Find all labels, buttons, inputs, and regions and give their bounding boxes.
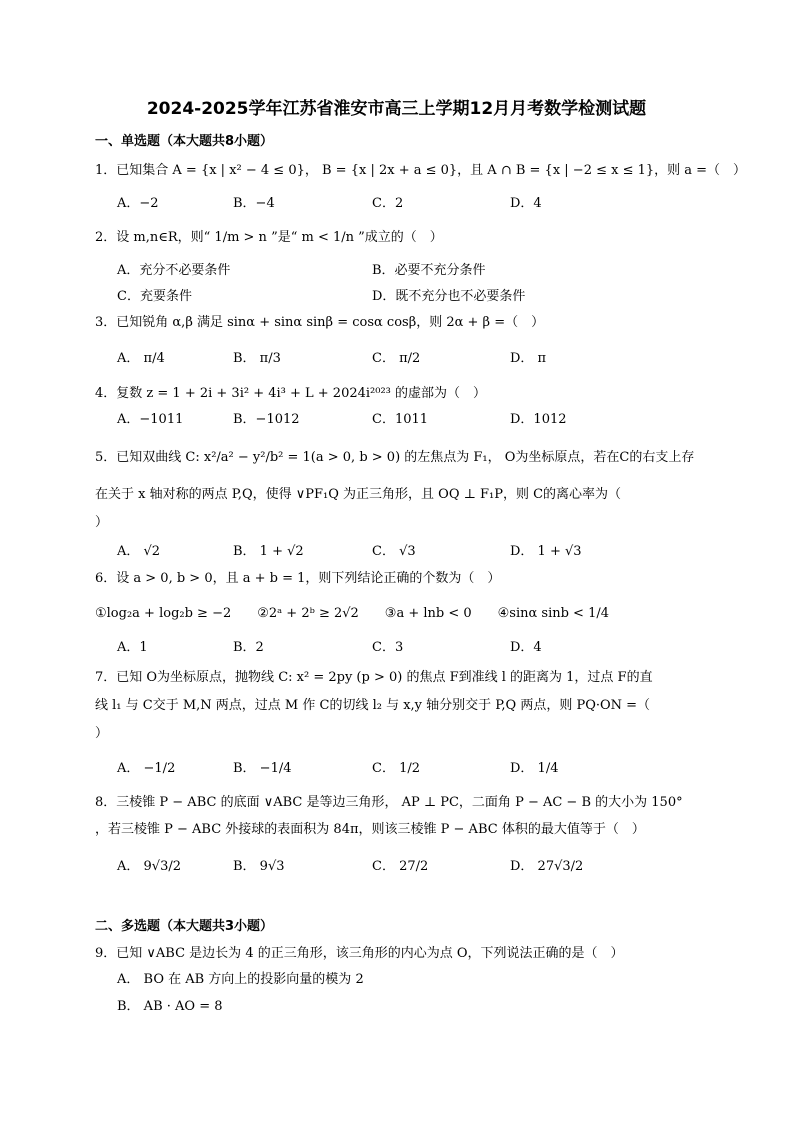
question-8-line-1: 8．三棱锥 P − ABC 的底面 ∨ABC 是等边三角形， AP ⊥ PC，二面角 P − AC − B 的大小为 150° (95, 795, 683, 810)
question-2-option-d: D．既不充分也不必要条件 (372, 289, 526, 304)
question-4-option-a: A．−1011 (117, 412, 184, 427)
question-4-option-b: B．−1012 (233, 412, 300, 427)
question-6-option-c: C．3 (372, 640, 404, 655)
question-2-stem: 2．设 m,n∈R，则“ 1/m > n ”是“ m < 1/n ”成立的（ ） (95, 230, 443, 245)
question-8-option-a: A． 9√3/2 (117, 859, 181, 874)
question-7-line-1: 7．已知 O为坐标原点，抛物线 C: x² = 2py (p > 0) 的焦点 F到准线 l 的距离为 1，过点 F的直 (95, 670, 653, 685)
question-7-line-2: 线 l₁ 与 C交于 M,N 两点，过点 M 作 C的切线 l₂ 与 x,y 轴分别交于 P,Q 两点，则 PQ·ON =（ (95, 698, 651, 713)
question-9-option-a: A． BO 在 AB 方向上的投影向量的模为 2 (117, 972, 364, 987)
question-8-option-d: D． 27√3/2 (510, 859, 584, 874)
question-8-option-b: B． 9√3 (233, 859, 285, 874)
question-7-option-b: B． −1/4 (233, 761, 292, 776)
question-3-option-c: C． π/2 (372, 351, 421, 366)
question-9-option-b: B． AB · AO = 8 (117, 999, 223, 1014)
question-7-line-3: ） (95, 726, 109, 741)
question-1-stem: 1．已知集合 A = {x | x² − 4 ≤ 0}， B = {x | 2x + a ≤ 0}，且 A ∩ B = {x | −2 ≤ x ≤ 1}，则 a =（ ） (95, 163, 747, 178)
question-7-option-d: D． 1/4 (510, 761, 559, 776)
question-5-option-d: D． 1 + √3 (510, 544, 582, 559)
section-heading-multiple-choice: 二、多选题（本大题共3小题） (95, 919, 274, 934)
section-heading-single-choice: 一、单选题（本大题共8小题） (95, 134, 274, 149)
page-title: 2024-2025学年江苏省淮安市高三上学期12月月考数学检测试题 (146, 99, 647, 119)
question-3-stem: 3．已知锐角 α,β 满足 sinα + sinα sinβ = cosα cosβ，则 2α + β =（ ） (95, 315, 545, 330)
question-4-option-d: D．1012 (510, 412, 567, 427)
question-3-option-b: B． π/3 (233, 351, 281, 366)
question-6-option-a: A．1 (117, 640, 148, 655)
question-5-option-c: C． √3 (372, 544, 416, 559)
question-9-stem: 9．已知 ∨ABC 是边长为 4 的正三角形，该三角形的内心为点 O，下列说法正确的是（ ） (95, 946, 624, 961)
question-4-option-c: C．1011 (372, 412, 429, 427)
question-6-statements: ①log₂a + log₂b ≥ −2 ②2ᵃ + 2ᵇ ≥ 2√2 ③a + lnb < 0 ④sinα sinb < 1/4 (95, 606, 610, 621)
question-6-option-d: D．4 (510, 640, 542, 655)
question-3-option-a: A． π/4 (117, 351, 165, 366)
question-6-stem: 6．设 a > 0, b > 0，且 a + b = 1，则下列结论正确的个数为（ ） (95, 571, 501, 586)
question-1-option-c: C．2 (372, 196, 404, 211)
question-7-option-a: A． −1/2 (117, 761, 176, 776)
question-2-option-c: C．充要条件 (117, 289, 192, 304)
question-7-option-c: C． 1/2 (372, 761, 421, 776)
question-1-option-d: D．4 (510, 196, 542, 211)
question-5-line-3: ） (95, 515, 109, 530)
question-5-option-b: B． 1 + √2 (233, 544, 304, 559)
question-5-option-a: A． √2 (117, 544, 161, 559)
question-2-option-b: B．必要不充分条件 (372, 263, 486, 278)
question-1-option-a: A．−2 (117, 196, 159, 211)
question-6-option-b: B．2 (233, 640, 264, 655)
question-4-stem: 4．复数 z = 1 + 2i + 3i² + 4i³ + L + 2024i²⁰²³ 的虚部为（ ） (95, 386, 487, 401)
question-2-option-a: A．充分不必要条件 (117, 263, 231, 278)
question-8-line-2: ，若三棱锥 P − ABC 外接球的表面积为 84π，则该三棱锥 P − ABC 体积的最大值等于（ ） (95, 822, 645, 837)
question-5-line-1: 5．已知双曲线 C: x²/a² − y²/b² = 1(a > 0, b > 0) 的左焦点为 F₁， O为坐标原点，若在C的右支上存 (95, 450, 695, 465)
question-5-line-2: 在关于 x 轴对称的两点 P,Q，使得 ∨PF₁Q 为正三角形，且 OQ ⊥ F₁P，则 C的离心率为（ (95, 487, 622, 502)
question-3-option-d: D． π (510, 351, 547, 366)
question-8-option-c: C． 27/2 (372, 859, 429, 874)
question-1-option-b: B．−4 (233, 196, 275, 211)
